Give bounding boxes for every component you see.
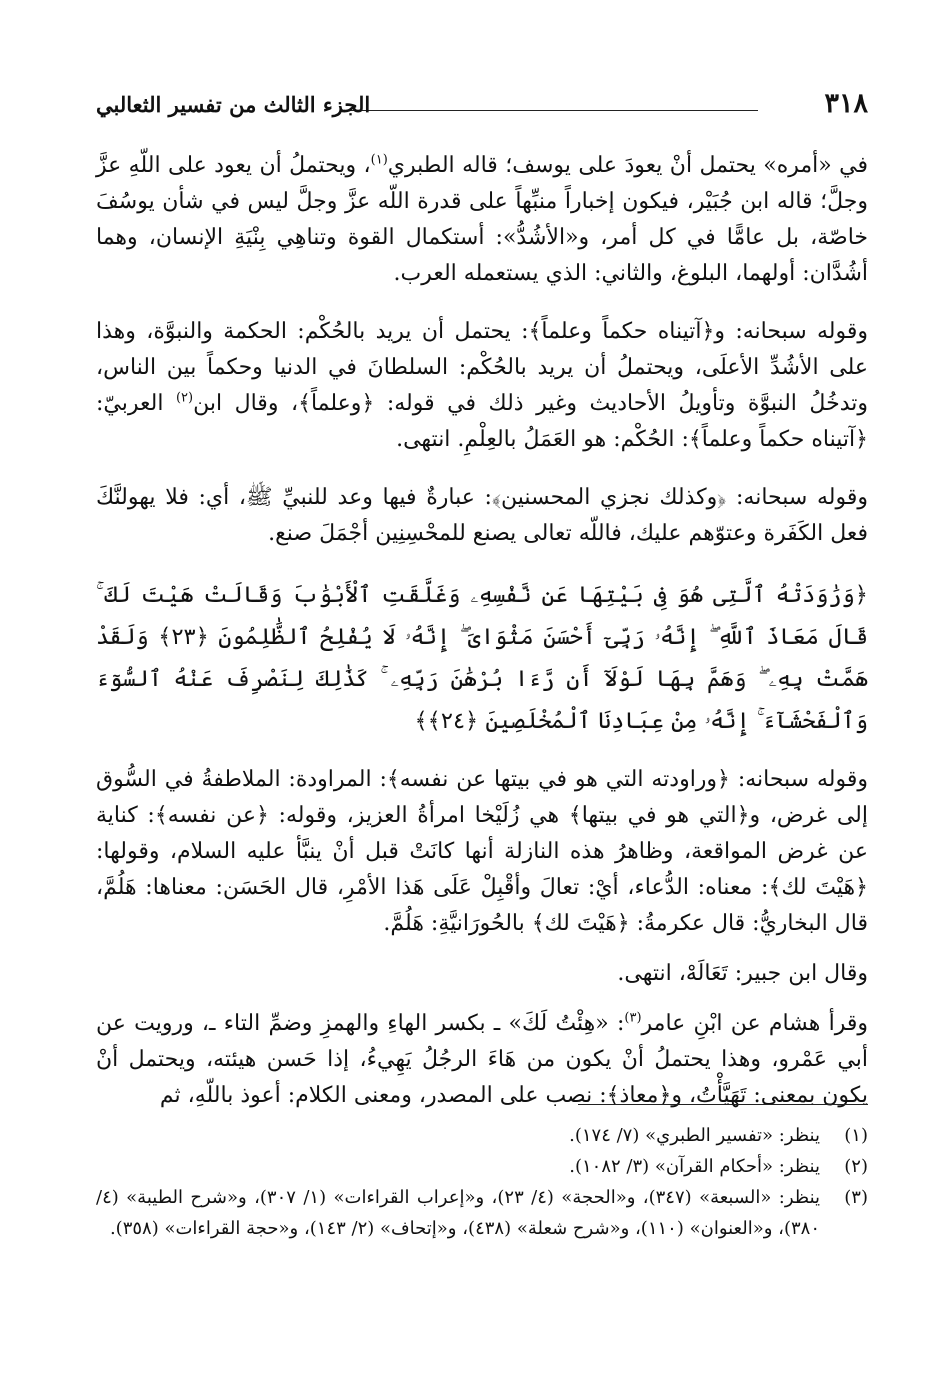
verse-text: ﴿وَرَٰوَدَتْهُ ٱلَّتِى هُوَ فِى بَيْتِهَا عَن نَّفْسِهِۦ وَغَلَّقَتِ ٱلْأَبْوَٰبَ وَقَالَتْ هَيْتَ لَكَ ۚ قَالَ مَعَاذَ ٱللَّهِ ۖ إِنَّهُۥ رَبِّىٓ أَحْسَنَ مَثْوَاىَ ۖ إِنَّهُۥ لَا يُفْلِحُ ٱلظَّٰلِمُونَ ﴿٢٣﴾ وَلَقَدْ هَمَّتْ بِهِۦ ۖ وَهَمَّ بِهَا لَوْلَآ أَن رَّءَا بُرْهَٰنَ رَبِّهِۦ ۚ كَذَٰلِكَ لِنَصْرِفَ عَنْهُ ٱلسُّوٓءَ وَٱلْفَحْشَآءَ ۚ إِنَّهُۥ مِنْ عِبَادِنَا ٱلْمُخْلَصِينَ ﴿٢٤﴾﴾ — [96, 582, 868, 734]
footnote-text: ينظر: «تفسير الطبري» (٧/ ١٧٤). — [569, 1125, 820, 1146]
paragraph-text: في «أمره» يحتمل أنْ يعودَ على يوسف؛ قاله الطبري — [387, 153, 868, 178]
paragraph-text: العربيّ: ﴿آتيناه حكماً وعلماً﴾: الحُكْم: هو العَمَلُ بالعِلْمِ. انتهى. — [96, 391, 868, 452]
paragraph-5 — [96, 956, 868, 992]
footnote-marker-1: (١) — [370, 152, 388, 168]
paragraph-3 — [96, 480, 868, 552]
paragraph-text: وقوله سبحانه: ﴿وكذلك نجزي المحسنين﴾: عبارةٌ فيها وعد للنبيِّ ﷺ، أي: فلا يهولنَّكَ فعل الكَفَرة وعتوّهم عليك، فاللّه تعالى يصنع للمحْسِنِين أجْمَلَ صنع. — [96, 485, 868, 546]
footnote-text: ينظر: «أحكام القرآن» (٣/ ١٠٨٢). — [569, 1156, 820, 1177]
paragraph-6 — [96, 1006, 868, 1114]
paragraph-text: وقال ابن جبير: تَعَالَهْ، انتهى. — [617, 961, 868, 986]
paragraph-text: وقوله سبحانه: و﴿آتيناه حكماً وعلماً﴾: يحتمل أن يريد بالحُكْم: الحكمة والنبوَّة، وهذا على الأشُدِّ الأعلَى، ويحتملُ أن يريد بالحُكْم: السلطانَ في الدنيا وحكماً بين الناس، وتدخُلُ النبوَّة وتأويلُ الأحاديث وغير ذلك في قوله: ﴿وعلماً﴾، وقال ابن — [96, 319, 868, 416]
page-header — [96, 88, 868, 128]
page-number: ٣١٨ — [824, 88, 868, 119]
paragraph-text: وقوله سبحانه: ﴿وراودته التي هو في بيتها عن نفسه﴾: المراودة: الملاطفةُ في السُّوق إلى غرض، و﴿التي هو في بيتها﴾ هي زُلَيْخا امرأةُ العزيز، وقوله: ﴿عن نفسه﴾: كناية عن غرض المواقعة، وظاهرُ هذه النازلة أنها كانَتْ قبل أنْ ينبَّأ عليه السلام، وقولها: ﴿هَيْتَ لك﴾: معناه: الدُّعاء، أيْ: تعالَ وأقْبِلْ عَلَى هَذا الأمْرِ، قال الحَسَن: معناها: هَلُمَّ، قال البخاريُّ: قال عكرمةُ: ﴿هَيْتَ لك﴾ بالحُورَانيَّةِ: هَلُمَّ. — [96, 767, 868, 936]
footnote-number: (٢) — [844, 1156, 868, 1177]
paragraph-text: وقرأ هشام عن ابْنِ عامر — [641, 1011, 868, 1036]
footnote-number: (٣) — [844, 1187, 868, 1208]
footnotes — [96, 1120, 868, 1244]
running-title: الجزء الثالث من تفسير الثعالبي — [96, 92, 371, 117]
footnote-1 — [96, 1120, 868, 1151]
footnote-marker-2: (٢) — [175, 390, 194, 406]
paragraph-2 — [96, 314, 868, 458]
footnote-marker-3: (٣) — [624, 1010, 642, 1026]
footnote-number: (١) — [844, 1125, 868, 1146]
paragraph-4 — [96, 762, 868, 942]
footnote-2 — [96, 1151, 868, 1182]
header-rule — [346, 110, 758, 111]
footnote-3 — [96, 1182, 868, 1244]
paragraph-1 — [96, 148, 868, 292]
paragraph-text: ، ويحتملُ أن يعود على اللّهِ عزَّ وجلَّ؛ قاله ابن جُبَيْر، فيكون إخباراً منبِّهاً على قدرة اللّه عزَّ وجلَّ ليس في شأن يوسُفَ خاصّة، بل عامًّا في كل أمر، و«الأشُدُّ»: أستكمال القوة وتناهِي بِنْيَةِ الإنسان، وهما أشُدَّان: أولهما، البلوغ، والثاني: الذي يستعمله العرب. — [96, 153, 868, 286]
paragraph-text: : «هِئْتُ لَكَ» ـ بكسر الهاءِ والهمزِ وضمِّ التاء ـ، ورويت عن أبي عَمْرو، وهذا يحتملُ أنْ يكون من هَاءَ الرجُلُ يَهِيءُ، إذا حَسن هيئته، ويحتمل أنْ يكون بمعنى: تَهَيَّأْتُ، و﴿معاذ﴾: نصب على المصدر، ومعنى الكلام: أعوذ باللّهِ، ثم — [96, 1011, 868, 1108]
footnote-rule — [578, 1104, 868, 1105]
quran-verse — [96, 574, 868, 742]
body-text — [96, 148, 868, 1136]
footnote-text: ينظر: «السبعة» (٣٤٧)، و«الحجة» (٤/ ٢٣)، و«إعراب القراءات» (١/ ٣٠٧)، و«شرح الطيبة» (٤/ ٣٨٠)، و«العنوان» (١١٠)، و«شرح شعلة» (٤٣٨)، و«إتحاف» (٢/ ١٤٣)، و«حجة القراءات» (٣٥٨). — [96, 1187, 821, 1239]
